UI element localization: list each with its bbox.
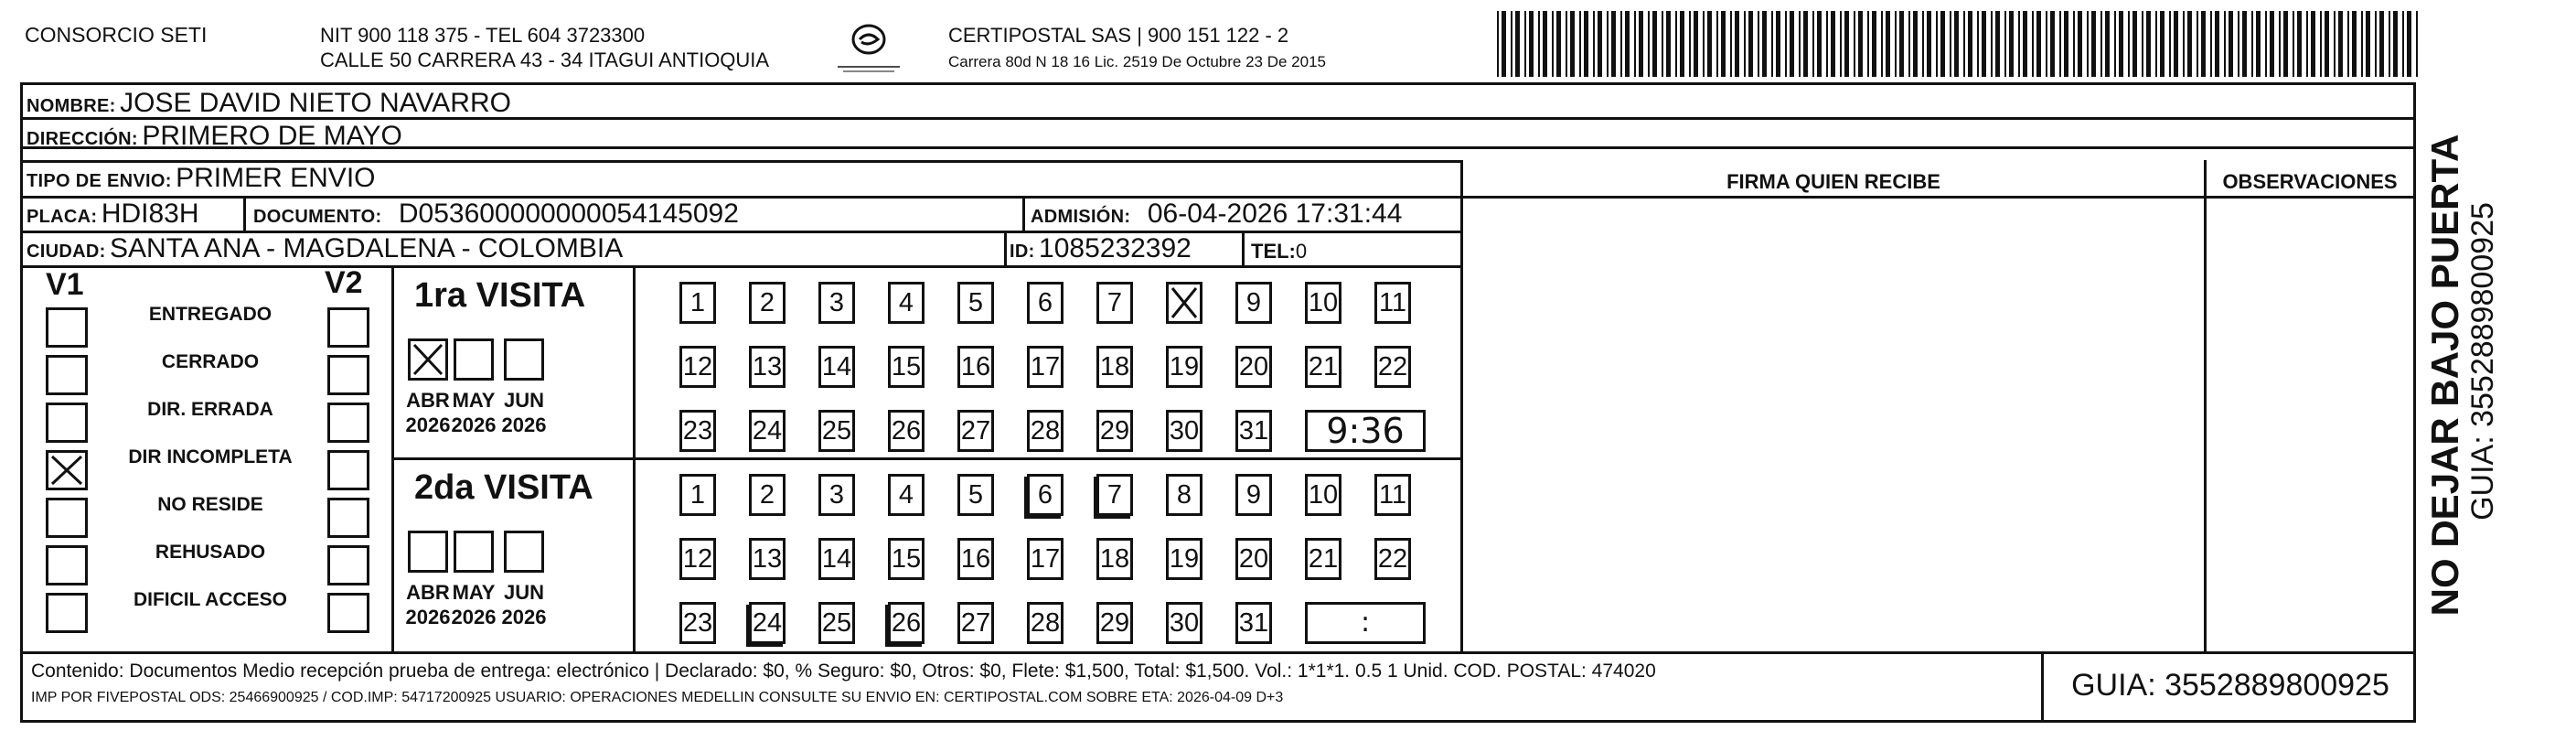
barcode-bar [2169, 11, 2171, 77]
day-box[interactable]: 31 [1235, 410, 1272, 452]
day-box[interactable]: 4 [888, 474, 925, 516]
day-box[interactable] [1166, 282, 1202, 324]
barcode-bar [1977, 11, 1979, 77]
tel-value: 0 [1295, 240, 1308, 263]
barcode-bar [1748, 11, 1753, 77]
barcode-bar [1694, 11, 1698, 77]
barcode-bar [1579, 11, 1581, 77]
barcode-bar [2018, 11, 2020, 77]
barcode-bar [2087, 11, 2089, 77]
barcode-bar [2036, 11, 2041, 77]
barcode-bar [2293, 11, 2294, 77]
barcode-bar [1872, 11, 1876, 77]
barcode-bar [1584, 11, 1588, 77]
id-label: ID: [1010, 242, 1035, 262]
direccion-label: DIRECCIÓN: [27, 129, 138, 149]
day-box[interactable]: 7 [1096, 474, 1133, 516]
barcode-bar [2174, 11, 2178, 77]
day-box[interactable]: 22 [1374, 346, 1411, 388]
admision-label: ADMISIÓN: [1031, 207, 1131, 227]
month-label: MAY 2026 [451, 389, 497, 436]
barcode-bar [2306, 11, 2308, 77]
month-label: JUN 2026 [501, 581, 547, 628]
ciudad-value: SANTA ANA - MAGDALENA - COLOMBIA [110, 233, 624, 263]
day-box[interactable]: 30 [1166, 602, 1202, 644]
tipo-envio-label: TIPO DE ENVIO: [27, 171, 172, 191]
day-box[interactable]: 4 [888, 282, 925, 324]
barcode-bar [1858, 11, 1863, 77]
day-box[interactable]: 12 [679, 538, 716, 580]
barcode-bar [2059, 11, 2061, 77]
v1-checkbox[interactable] [46, 355, 88, 395]
barcode-bar [2078, 11, 2082, 77]
barcode-bar [1666, 11, 1671, 77]
barcode-bar [2379, 11, 2384, 77]
v2-checkbox[interactable] [327, 450, 369, 490]
barcode-bar [1524, 11, 1526, 77]
day-box[interactable]: 1 [679, 474, 716, 516]
barcode-bar [2146, 11, 2151, 77]
barcode-bar [1790, 11, 1794, 77]
barcode-bar [1556, 11, 1561, 77]
day-box[interactable]: 27 [957, 602, 994, 644]
time-box[interactable]: : [1305, 602, 1426, 644]
day-box[interactable]: 17 [1027, 538, 1064, 580]
barcode-bar [1634, 11, 1636, 77]
day-box[interactable]: 26 [888, 602, 925, 644]
barcode-bar [2338, 11, 2343, 77]
barcode-bar [1936, 11, 1938, 77]
day-box[interactable]: 25 [818, 602, 855, 644]
barcode-bar [1991, 11, 1993, 77]
barcode-bar [2270, 11, 2274, 77]
barcode-bar [1611, 11, 1616, 77]
day-box[interactable]: 20 [1235, 346, 1272, 388]
barcode-bar [1675, 11, 1677, 77]
reason-label: ENTREGADO [148, 304, 273, 325]
barcode-bar [2064, 11, 2068, 77]
barcode-bar [1593, 11, 1595, 77]
v1-label: V1 [46, 267, 84, 302]
day-box[interactable]: 5 [957, 474, 994, 516]
day-box[interactable]: 2 [749, 282, 786, 324]
direccion-value: PRIMERO DE MAYO [142, 121, 402, 151]
barcode-bar [1502, 11, 1506, 77]
day-box[interactable]: 10 [1305, 474, 1341, 516]
day-box[interactable]: 5 [957, 282, 994, 324]
v2-checkbox[interactable] [327, 355, 369, 395]
barcode-bar [1895, 11, 1897, 77]
day-box[interactable]: 10 [1305, 282, 1341, 324]
barcode-bar [1950, 11, 1951, 77]
tel-label: TEL: [1251, 240, 1296, 263]
barcode-bar [2046, 11, 2047, 77]
visit2-title: 2da VISITA [414, 468, 593, 507]
day-box[interactable]: 3 [818, 474, 855, 516]
day-box[interactable]: 16 [957, 538, 994, 580]
barcode-bar [2407, 11, 2411, 77]
barcode-bar [1721, 11, 1726, 77]
barcode-bar [2183, 11, 2185, 77]
v1-checkbox[interactable] [46, 403, 88, 443]
barcode-bar [1963, 11, 1965, 77]
v1-checkbox[interactable] [46, 307, 88, 348]
day-box[interactable]: 8 [1166, 474, 1202, 516]
day-box[interactable]: 1 [679, 282, 716, 324]
address-line: CALLE 50 CARRERA 43 - 34 ITAGUI ANTIOQUIA [320, 48, 770, 71]
day-box[interactable]: 27 [957, 410, 994, 452]
barcode-bar [1758, 11, 1759, 77]
day-box[interactable]: 9 [1235, 474, 1272, 516]
month-checkbox[interactable] [408, 531, 448, 573]
day-box[interactable]: 20 [1235, 538, 1272, 580]
day-box[interactable]: 15 [888, 538, 925, 580]
certipostal-logo [832, 22, 905, 77]
day-box[interactable]: 16 [957, 346, 994, 388]
barcode-bar [1662, 11, 1663, 77]
reason-label: NO RESIDE [157, 494, 263, 515]
v1-checkbox[interactable] [46, 545, 88, 585]
barcode-bar [1826, 11, 1828, 77]
barcode-bar [1844, 11, 1849, 77]
barcode-bar [1607, 11, 1609, 77]
barcode-bar [1689, 11, 1691, 77]
day-box[interactable]: 18 [1096, 346, 1133, 388]
barcode-bar [2238, 11, 2239, 77]
barcode-bar [1817, 11, 1822, 77]
barcode-bar [2215, 11, 2219, 77]
day-box[interactable]: 11 [1374, 474, 1411, 516]
v2-checkbox[interactable] [327, 307, 369, 348]
barcode-bar [2091, 11, 2096, 77]
barcode-bar [1620, 11, 1622, 77]
side-warning: NO DEJAR BAJO PUERTA [2423, 134, 2466, 617]
v2-label: V2 [325, 265, 363, 300]
day-box[interactable]: 28 [1027, 602, 1064, 644]
barcode-bar [2283, 11, 2288, 77]
barcode-bar [2389, 11, 2390, 77]
reason-label: DIR INCOMPLETA [128, 446, 293, 467]
barcode-bar [2352, 11, 2357, 77]
day-box[interactable]: 21 [1305, 538, 1341, 580]
barcode-bar [1707, 11, 1712, 77]
month-label: ABR 2026 [405, 389, 451, 436]
barcode-bar [1511, 11, 1512, 77]
barcode-bar [1570, 11, 1575, 77]
nombre-label: NOMBRE: [27, 96, 116, 116]
day-box[interactable]: 23 [679, 410, 716, 452]
day-box[interactable]: 24 [749, 410, 786, 452]
month-label: JUN 2026 [501, 389, 547, 436]
day-box[interactable]: 3 [818, 282, 855, 324]
barcode-bar [1840, 11, 1842, 77]
barcode-bar [2297, 11, 2302, 77]
barcode-bar [1652, 11, 1657, 77]
admision-value: 06-04-2026 17:31:44 [1147, 199, 1403, 229]
v2-checkbox[interactable] [327, 545, 369, 585]
day-box[interactable]: 29 [1096, 410, 1133, 452]
visit1-title: 1ra VISITA [414, 276, 586, 315]
barcode-bar [2311, 11, 2315, 77]
barcode-bar [1922, 11, 1924, 77]
barcode-bar [2142, 11, 2143, 77]
barcode-bar [1515, 11, 1520, 77]
barcode-bar [2032, 11, 2034, 77]
day-box[interactable]: 13 [749, 538, 786, 580]
barcode-bar [2224, 11, 2226, 77]
barcode-bar [2187, 11, 2192, 77]
barcode-bar [1680, 11, 1684, 77]
barcode-bar [1648, 11, 1650, 77]
barcode-bar [2366, 11, 2370, 77]
day-box[interactable]: 2 [749, 474, 786, 516]
month-label: ABR 2026 [405, 581, 451, 628]
barcode-bar [2023, 11, 2027, 77]
v2-checkbox[interactable] [327, 498, 369, 538]
barcode-bar [1899, 11, 1904, 77]
v1-checkbox[interactable] [46, 593, 88, 633]
month-checkbox[interactable] [504, 338, 544, 381]
barcode-bar [1908, 11, 1910, 77]
placa-label: PLACA: [27, 207, 98, 227]
observaciones-header: OBSERVACIONES [2222, 170, 2398, 193]
day-box[interactable]: 26 [888, 410, 925, 452]
firma-header: FIRMA QUIEN RECIBE [1726, 170, 1940, 193]
nombre-value: JOSE DAVID NIETO NAVARRO [120, 88, 511, 118]
barcode-bar [2201, 11, 2206, 77]
barcode-bar [2229, 11, 2233, 77]
barcode-bar [2279, 11, 2281, 77]
barcode-bar [1954, 11, 1959, 77]
barcode-bar [2320, 11, 2322, 77]
barcode-bar [1543, 11, 1547, 77]
day-box[interactable]: 17 [1027, 346, 1064, 388]
reason-label: REHUSADO [155, 542, 266, 563]
tipo-envio-value: PRIMER ENVIO [176, 163, 376, 193]
check-x-icon [48, 453, 85, 488]
barcode-bar [2210, 11, 2212, 77]
barcode-bar [1771, 11, 1773, 77]
barcode-bar [1995, 11, 2000, 77]
barcode-bar [2105, 11, 2110, 77]
v1-checkbox[interactable] [46, 498, 88, 538]
barcode-bar [1940, 11, 1945, 77]
barcode-bar [2132, 11, 2137, 77]
barcode-bar [2128, 11, 2130, 77]
month-checkbox[interactable] [408, 338, 448, 381]
day-x-icon [1169, 285, 1200, 321]
barcode-bar [1927, 11, 1931, 77]
day-box[interactable]: 18 [1096, 538, 1133, 580]
barcode-bar [1703, 11, 1705, 77]
barcode-bar [2402, 11, 2404, 77]
barcode-bar [2393, 11, 2398, 77]
day-box[interactable]: 9 [1235, 282, 1272, 324]
barcode-bar [2256, 11, 2261, 77]
day-box[interactable]: 14 [818, 346, 855, 388]
barcode-bar [1776, 11, 1780, 77]
day-box[interactable]: 28 [1027, 410, 1064, 452]
barcode-bar [2325, 11, 2329, 77]
barcode-bar [1529, 11, 1534, 77]
reason-label: DIR. ERRADA [147, 399, 273, 420]
barcode-bar [1716, 11, 1718, 77]
barcode-bar [2347, 11, 2349, 77]
barcode-bar [2416, 11, 2418, 77]
footer-guia: GUIA: 3552889800925 [2071, 668, 2389, 703]
barcode-bar [1552, 11, 1554, 77]
barcode-bar [1566, 11, 1567, 77]
barcode-bar [1881, 11, 1883, 77]
day-box[interactable]: 11 [1374, 282, 1411, 324]
barcode-bar [1968, 11, 1972, 77]
barcode-bar [2155, 11, 2157, 77]
day-box[interactable]: 22 [1374, 538, 1411, 580]
day-box[interactable]: 15 [888, 346, 925, 388]
nit-line: NIT 900 118 375 - TEL 604 3723300 [320, 24, 646, 47]
barcode-bar [2009, 11, 2014, 77]
month-checkbox[interactable] [454, 338, 494, 381]
barcode-bar [1812, 11, 1814, 77]
v1-checkbox[interactable] [46, 450, 88, 490]
barcode-bar [1831, 11, 1835, 77]
barcode-bar [1598, 11, 1602, 77]
barcode-bar [1785, 11, 1787, 77]
barcode-bar [2334, 11, 2336, 77]
documento-value: D053600000000054145092 [398, 199, 739, 229]
day-box[interactable]: 14 [818, 538, 855, 580]
barcode-bar [2375, 11, 2377, 77]
day-box[interactable]: 21 [1305, 346, 1341, 388]
day-box[interactable]: 7 [1096, 282, 1133, 324]
day-box[interactable]: 24 [749, 602, 786, 644]
barcode-bar [2361, 11, 2363, 77]
contenido-line: Contenido: Documentos Medio recepción prueba de entrega: electrónico | Declarado: $0, % Seguro: $0, Otros: $0, Flete: $1,500, Total: $1,500. Vol.: 1*1*1. 0.5 1 Unid. COD. POSTAL: 474020 [31, 660, 1656, 682]
v2-checkbox[interactable] [327, 593, 369, 633]
reason-label: DIFICIL ACCESO [133, 589, 287, 610]
day-box[interactable]: 13 [749, 346, 786, 388]
barcode-bar [1799, 11, 1801, 77]
barcode-bar [1735, 11, 1739, 77]
month-checkbox[interactable] [504, 531, 544, 573]
reason-label: CERRADO [161, 351, 260, 372]
month-label: MAY 2026 [451, 581, 497, 628]
day-box[interactable]: 6 [1027, 474, 1064, 516]
barcode-bar [2050, 11, 2055, 77]
barcode-bar [2004, 11, 2006, 77]
barcode-bar [1625, 11, 1630, 77]
barcode-bar [1762, 11, 1767, 77]
day-box[interactable]: 30 [1166, 410, 1202, 452]
side-guia: GUIA: 3552889800925 [2465, 202, 2500, 521]
barcode-bar [1730, 11, 1732, 77]
barcode-bar [1497, 11, 1499, 77]
barcode-bar [2160, 11, 2164, 77]
barcode-bar [1867, 11, 1869, 77]
v2-checkbox[interactable] [327, 403, 369, 443]
barcode-bar [1639, 11, 1643, 77]
barcode-bar [1913, 11, 1918, 77]
month-checkbox[interactable] [454, 531, 494, 573]
barcode-bar [1982, 11, 1986, 77]
ciudad-label: CIUDAD: [27, 242, 106, 262]
barcode-bar [2242, 11, 2247, 77]
id-value: 1085232392 [1039, 233, 1192, 263]
imp-line: IMP POR FIVEPOSTAL ODS: 25466900925 / COD.IMP: 54717200925 USUARIO: OPERACIONES MEDELLIN CONSULTE SU ENVIO EN: CERTIPOSTAL.COM SOBRE ETA: 2026-04-09 D+3 [31, 690, 1284, 705]
barcode-bar [2251, 11, 2253, 77]
carrier-license: Carrera 80d N 18 16 Lic. 2519 De Octubre 23 De 2015 [948, 53, 1326, 70]
day-box[interactable]: 31 [1235, 602, 1272, 644]
time-box[interactable]: 9:36 [1305, 410, 1426, 452]
barcode-bar [2073, 11, 2075, 77]
barcode-bar [1886, 11, 1890, 77]
barcode-bar [1538, 11, 1540, 77]
barcode-bar [2114, 11, 2116, 77]
day-box[interactable]: 19 [1166, 346, 1202, 388]
check-x-icon [411, 341, 445, 378]
day-box[interactable]: 6 [1027, 282, 1064, 324]
barcode-bar [1803, 11, 1808, 77]
day-box[interactable]: 12 [679, 346, 716, 388]
day-box[interactable]: 25 [818, 410, 855, 452]
day-box[interactable]: 19 [1166, 538, 1202, 580]
barcode-bar [2265, 11, 2267, 77]
barcode-bar [2100, 11, 2102, 77]
company-name: CONSORCIO SETI [25, 23, 208, 47]
barcode-bar [2197, 11, 2198, 77]
barcode [1497, 11, 2425, 77]
documento-label: DOCUMENTO: [253, 207, 382, 227]
placa-value: HDI83H [101, 199, 199, 229]
barcode-bar [1854, 11, 1855, 77]
day-box[interactable]: 29 [1096, 602, 1133, 644]
carrier-line: CERTIPOSTAL SAS | 900 151 122 - 2 [948, 24, 1289, 47]
barcode-bar [2119, 11, 2123, 77]
barcode-bar [1744, 11, 1746, 77]
day-box[interactable]: 23 [679, 602, 716, 644]
